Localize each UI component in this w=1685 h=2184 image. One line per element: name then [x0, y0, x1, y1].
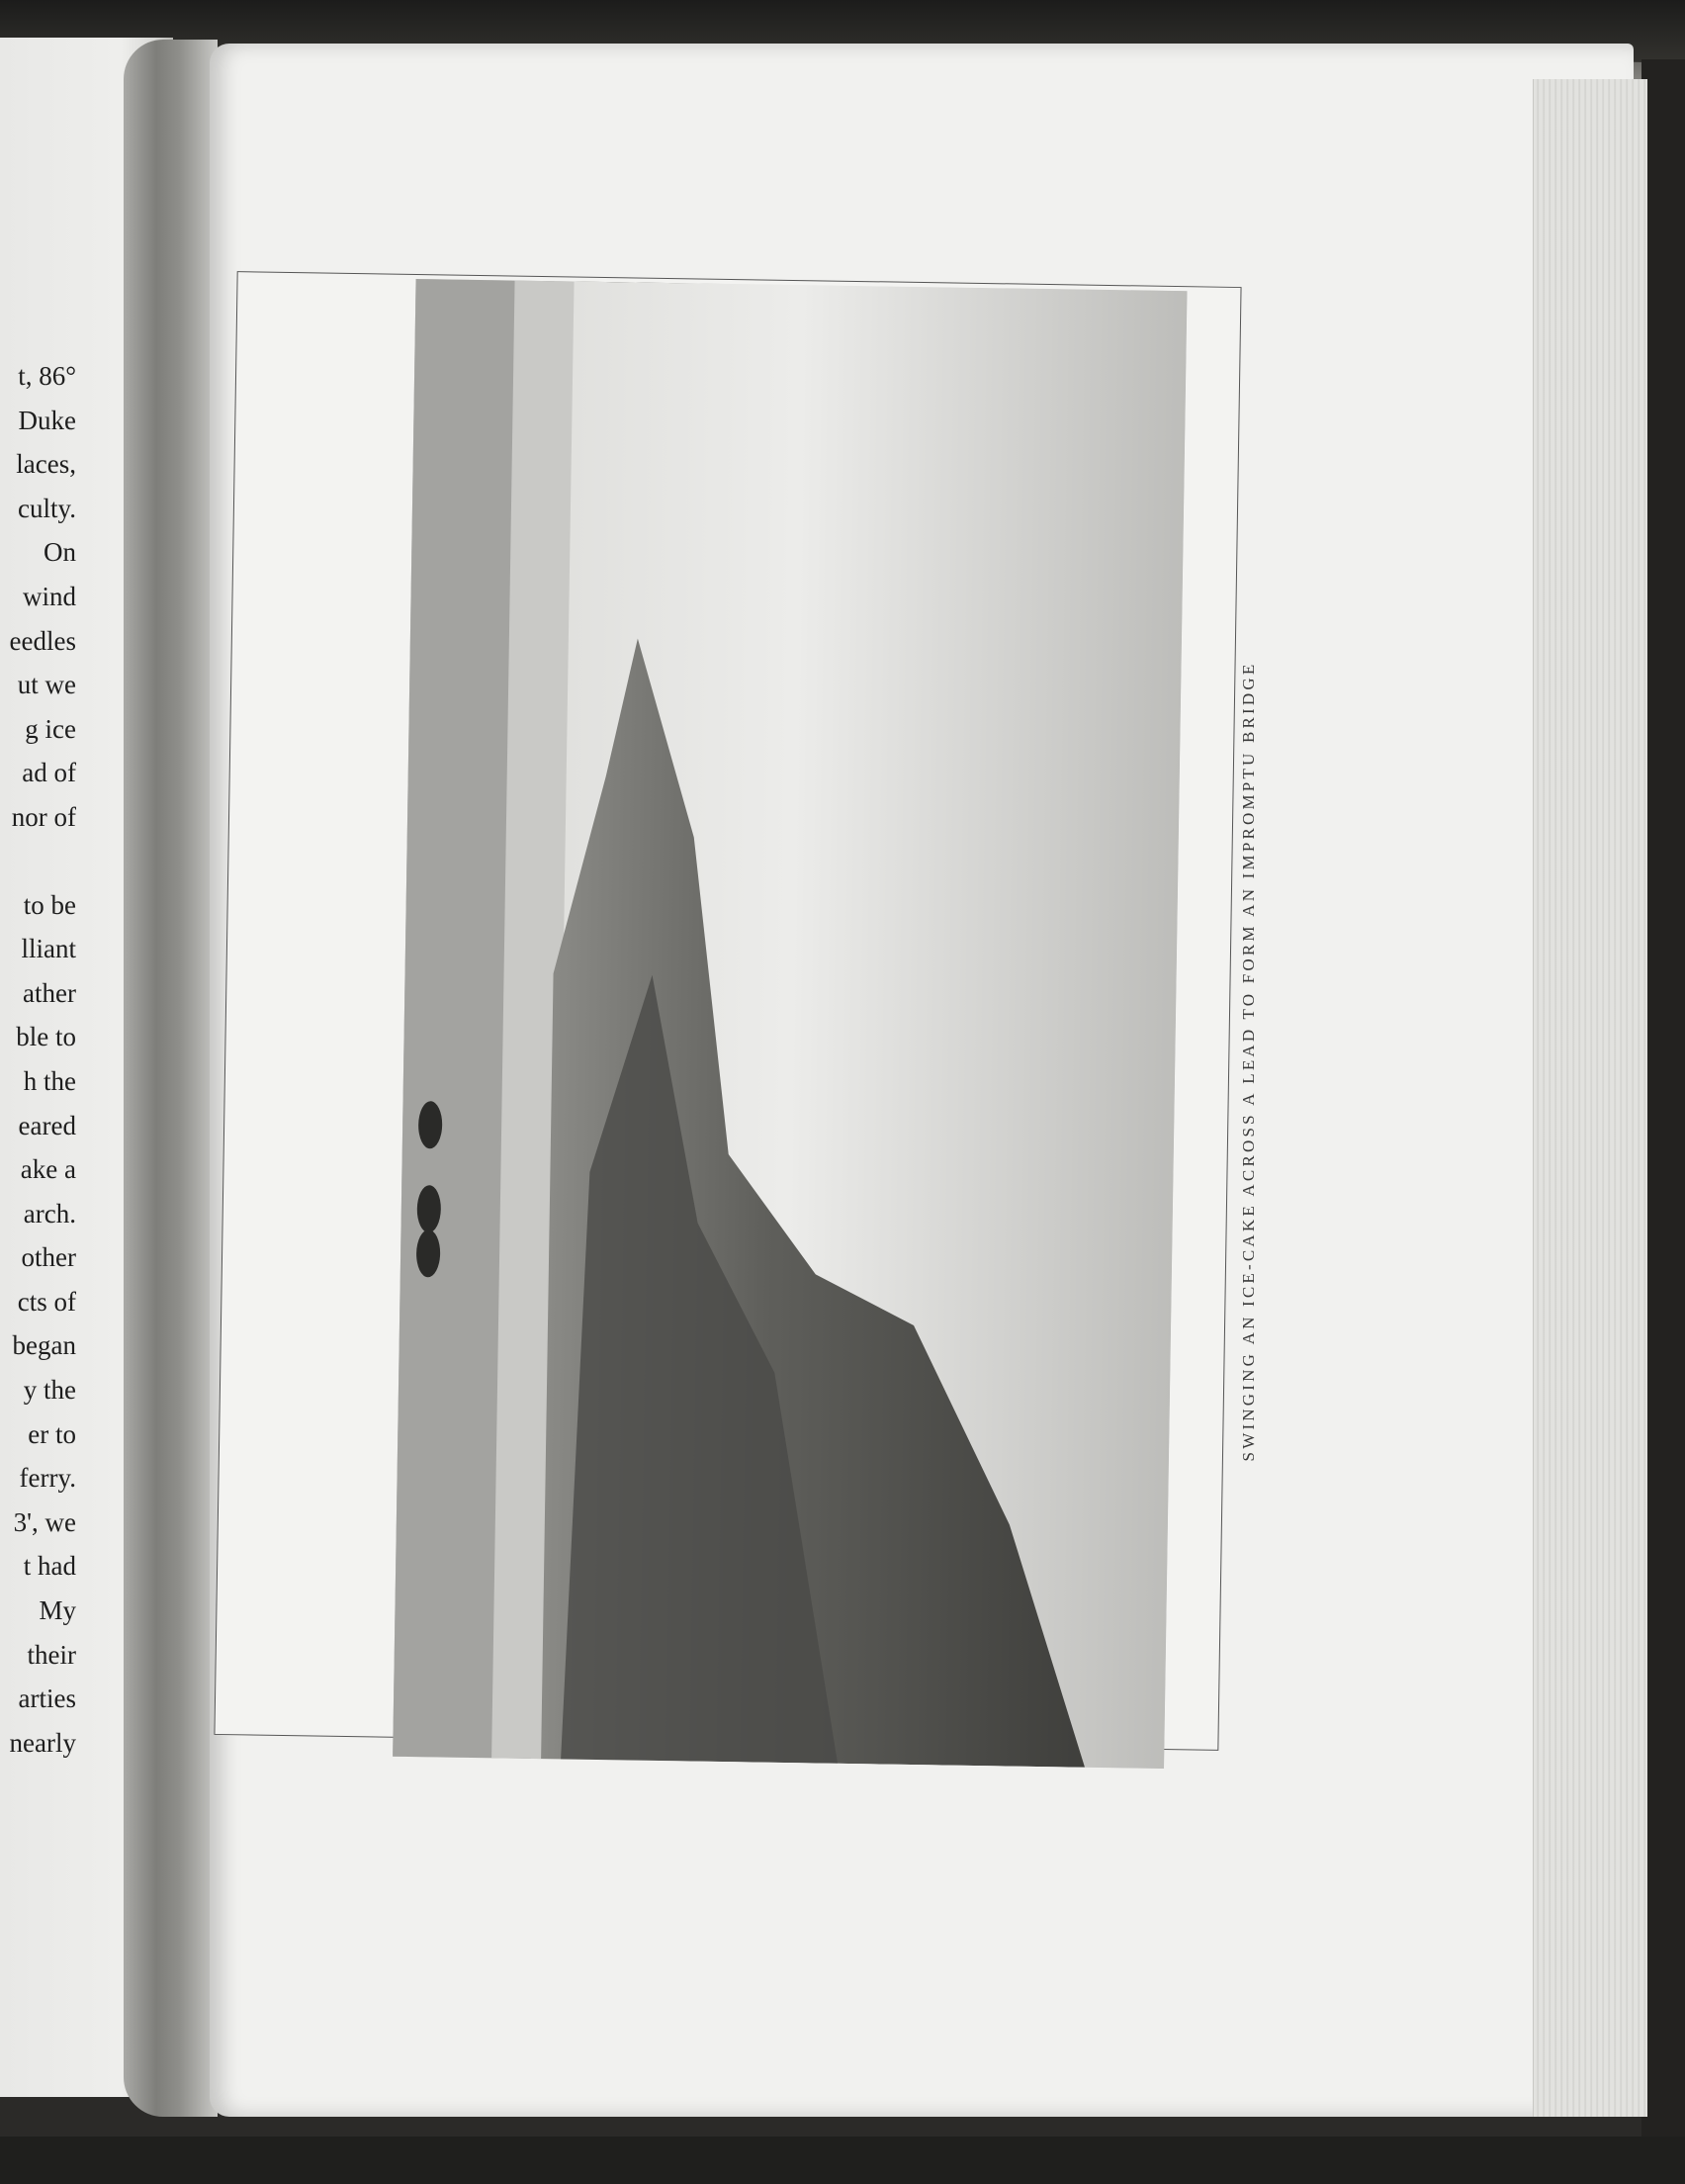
left-page-line: y the	[23, 1375, 76, 1406]
left-page-line: nearly	[9, 1727, 76, 1758]
photograph	[393, 279, 1187, 1769]
left-page-line: ather	[23, 977, 76, 1008]
left-page-line: er to	[28, 1418, 76, 1449]
left-page-line: t had	[23, 1551, 76, 1582]
left-page-line: ut we	[17, 670, 76, 700]
left-page-line: cts of	[17, 1286, 76, 1317]
left-page-line: ble to	[16, 1022, 76, 1052]
left-page-line: ad of	[22, 758, 76, 788]
page-edges	[1533, 79, 1647, 2117]
left-page-line: Duke	[18, 405, 76, 435]
left-page-line: My	[39, 1595, 76, 1626]
left-page-line: t, 86°	[18, 361, 76, 391]
photo-plate	[214, 271, 1241, 1751]
left-page-line: laces,	[16, 449, 76, 480]
left-page-line: wind	[23, 581, 76, 611]
scan-background-bottom	[0, 2137, 1685, 2184]
left-page-line: began	[12, 1330, 76, 1361]
left-page-line: lliant	[21, 934, 76, 964]
left-page-line: arties	[18, 1684, 76, 1714]
left-page-line: ferry.	[19, 1463, 76, 1494]
left-page-line: On	[44, 537, 76, 568]
left-page-line: g ice	[25, 713, 76, 744]
book-gutter	[124, 40, 218, 2117]
photo-caption: SWINGING AN ICE-CAKE ACROSS A LEAD TO FORM AN IMPROMPTU BRIDGE	[1239, 661, 1258, 1462]
left-page-line: their	[27, 1639, 76, 1670]
left-page-line	[0, 840, 76, 883]
scan-background-right	[1641, 59, 1685, 2184]
left-page-line: h the	[23, 1065, 76, 1096]
left-page-line: nor of	[11, 801, 76, 832]
photo-illustration	[393, 279, 1187, 1769]
left-page-line: culty.	[18, 493, 76, 523]
left-page-line: eedles	[9, 625, 76, 656]
left-page-line: ake a	[20, 1154, 76, 1185]
left-page-line: to be	[23, 889, 76, 920]
left-page-line: other	[21, 1242, 76, 1273]
left-page-line: arch.	[23, 1198, 76, 1228]
left-page-line: 3', we	[13, 1506, 76, 1537]
left-page-line: eared	[18, 1110, 76, 1140]
left-page-text	[0, 354, 76, 1765]
